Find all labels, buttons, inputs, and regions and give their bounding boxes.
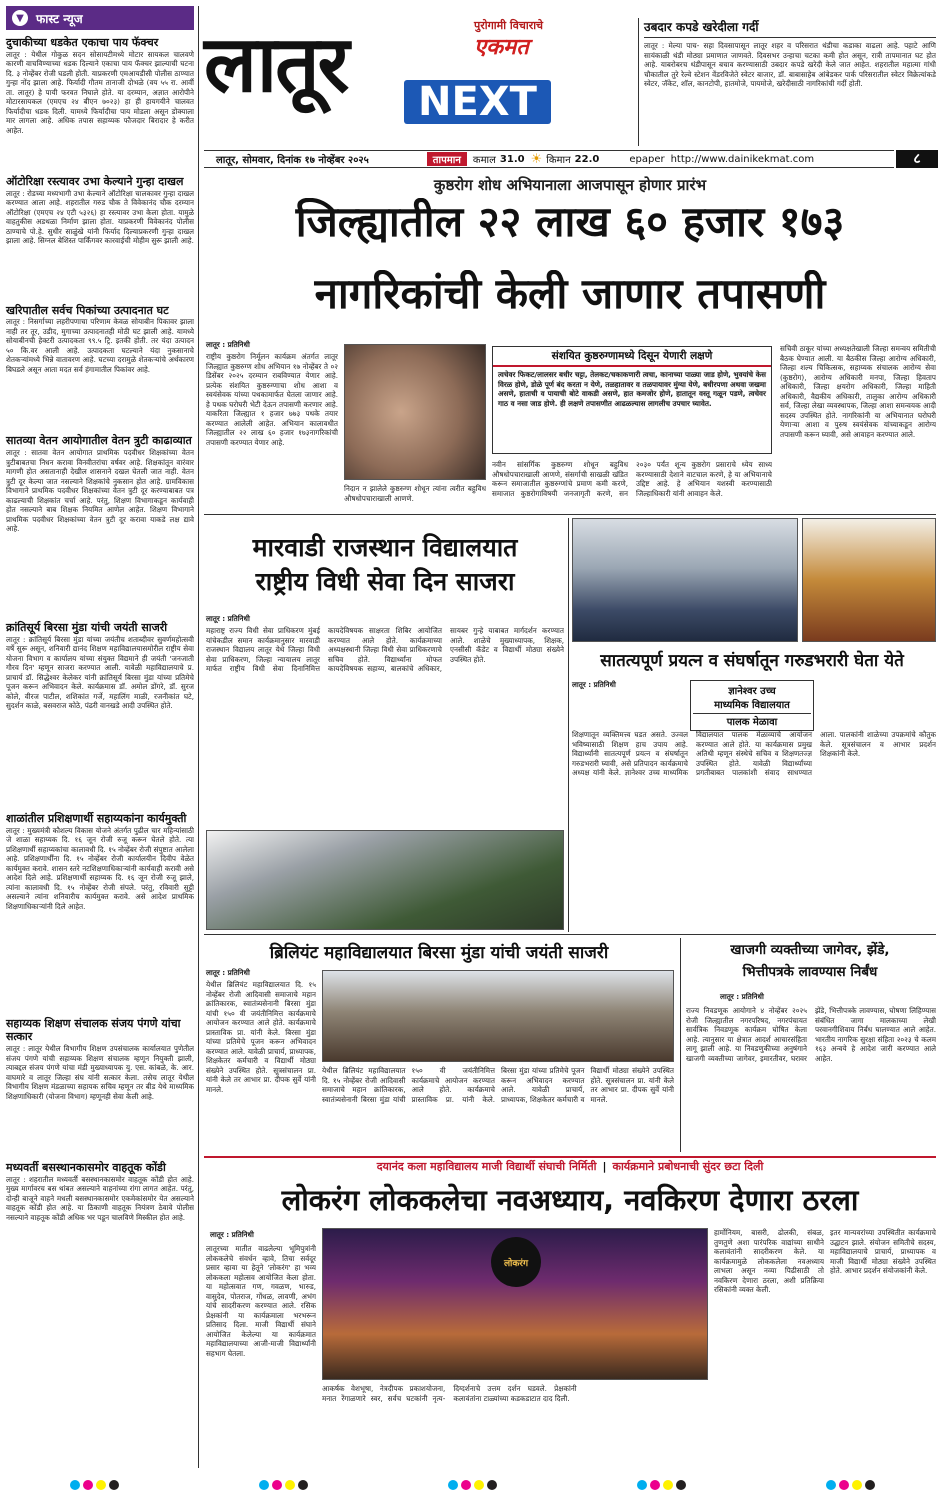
- birsa-byline: लातूर : प्रतिनिधी: [206, 968, 250, 977]
- fast-news-tag: [6, 6, 194, 30]
- sidebar-news-item: [6, 175, 194, 299]
- min-temp: 22.0: [574, 153, 600, 165]
- birsa-divider: [680, 938, 681, 1152]
- marwadi-headline-2: राष्ट्रीय विधी सेवा दिन साजरा: [255, 567, 515, 596]
- khajagi-headline-2: भित्तीपत्रके लावण्यास निर्बंध: [742, 964, 878, 980]
- chevron-down-icon: ▼: [12, 10, 28, 26]
- khajagi-text: राज्य निवडणूक आयोगाने ४ नोव्हेंबर २०२५ रोजी जिल्ह्यातील नगरपरिषद, नगरपंचायत सार्वत्रिक निवडणूक कार्यक्रम घोषित केला आहे. त्यानुसार या क्षेत्रात आदर्श आचारसंहिता लागू झाली आहे. या निवडणुकीच्या अनुषंगाने खाजगी व्यक्तीच्या जागेवर, इमारतीवर, घरावर झेंडे, भित्तीपत्रके लावण्यास, घोषणा लिहिण्यास संबंधित जागा मालकाच्या लेखी परवानगीशिवाय निर्बंध घालण्यात आले आहेत. भारतीय नागरिक सुरक्षा संहिता २०२३ चे कलम १६३ अन्वये हे आदेश जारी करण्यात आले आहेत.: [686, 1006, 936, 1063]
- khajagi-headline-1: खाजगी व्यक्तीच्या जागेवर, झेंडे,: [730, 942, 890, 958]
- lead-headline-2: नागरिकांची केली जाणार तपासणी: [314, 270, 826, 318]
- symptoms-text: त्वचेवर फिकट/लालसर बधीर चट्टा, तेलकट/चकाकणारी त्वचा, कानाच्या पाळ्या जाड होणे, भुवयांचे केस विरळ होणे, डोळे पूर्ण बंद करता न येणे, तळहातावर व तळपायावर मुंग्या येणे, बधीरपणा अथवा जखमा असणे, हाताची व पायाची बोटे वाकडी असणे, हात कमजोर होणे, हातातून वस्तू गळून पडणे, त्वचेवर गाठ व नसा जाड होणे. ही लक्षणे तपासणीत आढळल्यास लागलीच उपचार घ्यावेत.: [498, 370, 766, 408]
- registration-dot: [676, 1480, 686, 1490]
- registration-dot: [298, 1480, 308, 1490]
- brief-divider: [638, 18, 639, 146]
- marwadi-headline-1: मारवाडी राजस्थान विद्यालयात: [252, 533, 518, 562]
- sidebar: [6, 6, 194, 1468]
- sidebar-news-text: लातूर : येथील गोकुळ सदन सोसायटीमध्ये मोटार सायकल चालवणे कारणी वाचविण्याच्या धडक दिल्याने एकाचा पाय फॅक्चर झाल्याची घटना दि. ३ नोव्हेंबर रोजी घडली होती. याप्रकरणी एमआयडीसी पोलीस ठाण्यात गुन्हा नोंद झाला आहे. फिर्यादी गौतम तानाजी दोभळे (वय ५५ रा. आर्वी ता. लातूर) हे पायी फरवत निघाले होते. या दरम्यान, अज्ञात आरोपीने मोटारसायकल (एमएच २४ बीएन ७०२३) हा ही हायगयीने चालवत फिर्यादीचा धडक दिली. यामध्ये फिर्यादीचा पाय मोडला असून डोक्याला मार लागला आहे. अधिक तपास सहाय्यक फौजदार बिरादार हे करीत आहेत.: [6, 49, 194, 135]
- sidebar-news-item: [6, 812, 194, 1012]
- garud-headline: सातत्यपूर्ण प्रयत्न व संघर्षातून गरुडभरारी घेता येते: [600, 651, 904, 671]
- registration-dot: [839, 1480, 849, 1490]
- mid-rule: [204, 934, 936, 935]
- sidebar-news-text: लातूर : रोडच्या मध्यभागी उभा केल्याने ऑटोरिक्षा चालकावर गुन्हा दाखल करण्यात आला आहे. शहरातील गरुड चौक ते विवेकानंद चौक दरम्यान ऑटोरिक्षा (एमएच २४ एटी ५३२६) हा रस्त्यावर उभा केला होता. यामुळे वाहतुकीस अडथळा निर्माण झाला होता. याप्रकरणी विवेकानंद पोलीस ठाण्याचे पो.हे. सुधीर साळुंखे यांनी फिर्याद दिल्याप्रकरणी गुन्हा दाखल झाला आहे. सिग्नल बेशिस्त पार्किंगवर कारवाईची मोहीम सुरू झाली आहे.: [6, 188, 194, 245]
- sidebar-news-title: सहाय्यक शिक्षण संचालक संजय पंगणे यांचा सत्कार: [6, 1016, 181, 1044]
- registration-dot: [83, 1480, 93, 1490]
- lokrang-kicker-bar: [204, 1156, 936, 1174]
- lead-kicker: कुष्ठरोग शोध अभियानाला आजपासून होणार प्रारंभ: [433, 176, 707, 194]
- lokrang-stage-logo: लोकरंग: [491, 1237, 541, 1287]
- masthead: [204, 18, 634, 148]
- kicker-separator: |: [602, 1159, 607, 1173]
- marwadi-divider: [568, 518, 569, 932]
- sidebar-news-title: खरिपातील सर्वच पिकांच्या उत्पादनात घट: [6, 303, 169, 317]
- brief-title: उबदार कपडे खरेदीला गर्दी: [644, 18, 936, 38]
- marwadi-group-photo: [206, 830, 564, 930]
- logo-next: NEXT: [404, 80, 551, 124]
- registration-dot: [637, 1480, 647, 1490]
- sun-icon: ☀: [530, 151, 543, 167]
- fast-news-label: फास्ट न्यूज: [36, 11, 83, 26]
- registration-mark-group: [70, 1480, 119, 1490]
- registration-dot: [109, 1480, 119, 1490]
- leprosy-hand-photo: [344, 344, 486, 480]
- sidebar-divider: [198, 6, 199, 1468]
- top-right-brief: [644, 18, 936, 146]
- sidebar-news-text: लातूर : सातवा वेतन आयोगात प्राथमिक पदवीधर शिक्षकांच्या वेतन त्रुटीबाबतचा निधन करावा विनवीतरांचा वर्षवर आहे. शिक्षकांतून वारंवार मागणी होत असतानाही देखील शासनाने दखल घेतली जात नाही. वेतन त्रुटी दूर केल्या जात नसल्याने शिक्षकांचे नुकसान होत आहे. ग्रामविकास विभागाने प्राथमिक पदवीधर शिक्षकांच्या वेतन त्रुटी दूर करण्याबाबत पत्र काढल्याची शिक्षकांत चर्चा आहे. परंतु, शिक्षण विभागाकडून कार्यवाही होत नसल्याने बाब शिक्षक नियमित आणेल आहेत. शिक्षण विभागाने प्राथमिक पदवीधर शिक्षकांच्या वेतन त्रुटी दूर करावा याकडे लक्ष द्यावे आहे.: [6, 448, 194, 533]
- symptoms-title: संशयित कुष्ठरुग्णामध्ये दिसून येणारी लक्षणे: [493, 347, 771, 367]
- registration-dot: [96, 1480, 106, 1490]
- birsa-headline: ब्रिलियंट महाविद्यालयात बिरसा मुंडा यांची जयंती साजरी: [269, 943, 609, 963]
- lokrang-kicker-2: कार्यक्रमाने प्रबोधनाची सुंदर छटा दिली: [612, 1159, 764, 1173]
- registration-dot: [650, 1480, 660, 1490]
- lead-col-1: राष्ट्रीय कुष्ठरोग निर्मूलन कार्यक्रम अंतर्गत लातूर जिल्ह्यात कुष्ठरुग्ण शोध अभियान १७ नोव्हेंबर ते ०२ डिसेंबर २०२५ दरम्यान राबविण्यात येणार आहे. प्रत्येक संशयित कुष्ठरुग्णाचा शोध आशा व स्वयंसेवक यांच्या पथकामार्फत घेतला जाणार आहे. हे पथक घरोघरी भेटी देऊन तपासणी करणार आहे. याकरिता जिल्ह्यात १ हजार ७७३ पथके तयार करण्यात आलेली आहेत. अभियान कालावधीत जिल्ह्यातील २२ लाख ६० हजार १७३नागरिकांची तपासणी करण्यात येणार आहे.: [206, 352, 338, 447]
- lokrang-byline: लातूर : प्रतिनिधी: [210, 1230, 254, 1239]
- lokrang-headline: लोकरंग लोककलेचा नवअध्याय, नवकिरण देणारा ठरला: [281, 1183, 859, 1217]
- epaper-link[interactable]: http://www.dainikekmat.com: [670, 153, 815, 165]
- registration-dot: [663, 1480, 673, 1490]
- garud-sub-2: माध्यमिक विद्यालयात: [714, 700, 790, 711]
- marwadi-text: महाराष्ट्र राज्य विधी सेवा प्राधिकरण मुंबई यांचेकडील समान कार्यक्रमानुसार मारवाडी राजस्थान विद्यालय लातूर येथे जिल्हा विधी सेवा प्राधिकरण, जिल्हा न्यायालय लातूर मार्फत राष्ट्रीय विधी सेवा दिनानिमित्त कायदेविषयक साक्षरता शिबिर आयोजित करण्यात आले होते. कार्यक्रमाच्या अध्यक्षस्थानी जिल्हा विधी सेवा प्राधिकरणाचे सचिव होते. विद्यार्थ्यांना मोफत कायदेविषयक सहाय्य, बालकांचे अधिकार, सायबर गुन्हे याबाबत मार्गदर्शन करण्यात आले. शाळेचे मुख्याध्यापक, शिक्षक, एनसीसी कॅडेट व विद्यार्थी मोठ्या संख्येने उपस्थित होते.: [206, 626, 564, 673]
- marwadi-byline: लातूर : प्रतिनिधी: [206, 614, 250, 623]
- sidebar-news-item: [6, 36, 194, 170]
- lead-photo-caption: निदान न झालेले कुष्ठरुग्ण शोधून त्यांना त्वरीत बहुविध औषधोपचाराखाली आणणे.: [344, 484, 486, 503]
- sidebar-news-text: लातूर : मुख्यमंत्री कौशल्य विकास योजने अंतर्गत पुढील चार महिन्यांसाठी जे शाळा सहाय्यक दि. १६ जून रोजी रुजू करून घेतले होते. त्या प्रशिक्षणार्थी सहाय्यकांचा कालावधी दि. १५ नोव्हेंबर रोजी संपुष्टात आलेला आहे. प्रशिक्षणार्थींना दि. १५ नोव्हेंबर रोजी कार्यालयीन दिवीप वेळेत कार्यमुक्त करावे. शासन स्तरे नटशिक्षणाधिकाऱ्यांनी कार्यवाही करावी असे आदेश दिले आहे. प्रशिक्षणार्थी सहाय्यक दि. १६ जून रोजी रुजू झाले, त्यांना कालावधी दि. १५ नोव्हेंबर रोजी संपले. परंतु, रविवारी सुट्टी असल्याने त्यांना शनिवारीच कार्यमुक्त करावे. असे आदेश प्राथमिक शिक्षणाधिकाऱ्यांनी दिले आहेत.: [6, 825, 194, 911]
- registration-dot: [70, 1480, 80, 1490]
- birsa-text: येथील ब्रिलियंट महाविद्यालयात दि. १५ नोव्हेंबर रोजी आदिवासी समाजाचे महान क्रांतिकारक, स्वातंत्र्यसेनानी बिरसा मुंडा यांची १५० वी जयंतीनिमित्त कार्यक्रमाचे आयोजन करण्यात आले होते. कार्यक्रमाचे प्रास्ताविक प्रा. यांनी केले. बिरसा मुंडा यांच्या प्रतिमेचे पूजन करून अभिवादन करण्यात आले. यावेळी प्राचार्य, प्राध्यापक, शिक्षकेतर कर्मचारी व विद्यार्थी मोठ्या संख्येने उपस्थित होते. सूत्रसंचालन प्रा. यांनी केले तर आभार प्रा. दीपक सुर्वे यांनी मानले.: [206, 980, 316, 1094]
- sidebar-news-title: ऑटोरिक्षा रस्त्यावर उभा केल्याने गुन्हा दाखल: [6, 174, 184, 188]
- tagline-top: पुरोगामी विचाराचे: [474, 19, 544, 32]
- registration-dot: [474, 1480, 484, 1490]
- lead-byline: लातूर : प्रतिनिधी: [206, 340, 250, 349]
- birsa-text-1: [206, 980, 316, 1150]
- seminar-photo-1: [572, 518, 798, 642]
- min-temp-label: किमान: [546, 155, 571, 166]
- lead-col-right: सचिवी ठाकूर यांच्या अध्यक्षतेखाली जिल्हा समन्वय समितीची बैठक घेण्यात आली. या बैठकीस जिल्हा आरोग्य अधिकारी, जिल्हा शल्य चिकित्सक, सहाय्यक संचालक आरोग्य सेवा (कुष्ठरोग), आरोग्य अधिकारी मनपा, जिल्हा हिवताप अधिकारी, जिल्हा क्षयरोग अधिकारी, जिल्हा माहिती अधिकारी, वैद्यकीय अधिकारी, तालुका आरोग्य अधिकारी सर्व, जिल्हा लेखा व्यवस्थापक, जिल्हा आशा समन्वयक आदी सदस्य उपस्थित होते. नागरिकांनी या अभियानात घरोघरी येणाऱ्या आशा व पुरुष स्वयंसेवक यांच्याकडून आरोग्य तपासणी करून घ्यावी, असे आवाहन करण्यात आले.: [780, 344, 936, 439]
- seminar-photo-2: [802, 518, 936, 642]
- registration-dot: [487, 1480, 497, 1490]
- birsa-group-photo: [322, 970, 674, 1062]
- registration-dot: [865, 1480, 875, 1490]
- weather-label: तापमान: [427, 152, 467, 166]
- birsa-text-cont: येथील ब्रिलियंट महाविद्यालयात दि. १५ नोव्हेंबर रोजी आदिवासी समाजाचे महान क्रांतिकारक, स्वातंत्र्यसेनानी बिरसा मुंडा यांची १५० वी जयंतीनिमित्त कार्यक्रमाचे आयोजन करण्यात आले होते. कार्यक्रमाचे प्रास्ताविक प्रा. यांनी केले. बिरसा मुंडा यांच्या प्रतिमेचे पूजन करून अभिवादन करण्यात आले. यावेळी प्राचार्य, प्राध्यापक, शिक्षकेतर कर्मचारी व विद्यार्थी मोठ्या संख्येने उपस्थित होते. सूत्रसंचालन प्रा. यांनी केले तर आभार प्रा. दीपक सुर्वे यांनी मानले.: [322, 1066, 674, 1104]
- khajagi-byline: लातूर : प्रतिनिधी: [720, 992, 764, 1001]
- sidebar-news-text: लातूर : लातूर येथील विभागीय शिक्षण उपसंचालक कार्यालयात पुणेतील संजय पंगणे यांची सहाय्यक शिक्षण संचालक म्हणून नियुक्ती झाली, त्याबद्दल संजय पंगणे यांचा मंडी मुख्याध्यापक यु. एस. कांबळे, के. आर. वाघमारे व लातूर जिल्हा संघ यांनी सत्कार केला. तसेच लातूर येथील विभागीय शिक्षण मंडळाच्या सहायक सचिव म्हणून तर बीड येथे माध्यमिक शिक्षणाधिकारी (योजना विभाग) म्हणूनही सेवा केली आहे.: [6, 1044, 194, 1101]
- dateline-bar: [204, 150, 894, 168]
- registration-marks: [0, 1476, 945, 1494]
- dateline: लातूर, सोमवार, दिनांक १७ नोव्हेंबर २०२५: [216, 155, 369, 166]
- registration-mark-group: [259, 1480, 308, 1490]
- sidebar-news-item: [6, 621, 194, 807]
- lokrang-col-1: लातूरच्या मातीत वाढलेल्या भूमिपुत्रांनी लोककलेचे संवर्धन व्हावे, तिचा सर्वदूर प्रसार व्हावा या हेतूने 'लोकरंग' हा भव्य लोककला महोत्सव आयोजित केला होता. या महोत्सवात गण, गवळण, भारुड, वासुदेव, पोतराज, गोंधळ, लावणी, अभंग यांचे सादरीकरण करण्यात आले. रसिक प्रेक्षकांनी या कार्यक्रमाला भरभरून प्रतिसाद दिला. माजी विद्यार्थी संघाने आयोजित केलेल्या या कार्यक्रमात महाविद्यालयाच्या आजी-माजी विद्यार्थ्यांनी सहभाग घेतला.: [206, 1244, 316, 1358]
- registration-mark-group: [637, 1480, 686, 1490]
- registration-mark-group: [826, 1480, 875, 1490]
- sidebar-news-title: मध्यवर्ती बसस्थानकासमोर वाहतूक कोंडी: [6, 1161, 166, 1174]
- registration-dot: [461, 1480, 471, 1490]
- sidebar-news-item: [6, 434, 194, 616]
- symptoms-box: [492, 346, 772, 454]
- sidebar-list: [6, 36, 194, 1267]
- sidebar-news-text: लातूर : क्रांतिसूर्य बिरसा मुंडा यांच्या जयंतीच शताब्दीवर सुवर्णमहोत्सवी वर्षे सुरू असून, शनिवारी द्यानंद शिक्षण महाविद्यालयासमोरील राष्ट्रीय सेवा योजना विभाग व कार्यालय यांच्या संयुक्त विद्यमाने ही जयंती 'जनजाती गौरव दिन' म्हणून साजरा करण्यात आली. यावेळी महाविद्यालयाचे प्र. प्राचार्य डॉ. सिद्धेश्वर केलेकर यांनी क्रांतिसूर्य बिरसा मुंडा यांच्या प्रतिमेचे पूजन करून अभिवादन केले. कार्यक्रमास डॉ. अमोल डोंगरे, डॉ. सुरज कोले, वीरज पाटील, शशिकांत गर्जे, महालिंग माळी, रजनीकांत घटे, सुदर्शन काळे, बसवराज कोठे, पंढरी वानखडे आदी उपस्थित होते.: [6, 634, 194, 711]
- registration-dot: [285, 1480, 295, 1490]
- lokrang-col-3: हार्मोनियम, बासरी, ढोलकी, संबळ, तुणतुणे अशा पारंपरिक वाद्यांच्या साथीने कलावंतांनी सादरीकरण केले. या कार्यक्रमामुळे लोककलेला नवअध्याय लाभला असून नव्या पिढीसाठी तो नवकिरण देणारा ठरला, अशी प्रतिक्रिया रसिकांनी व्यक्त केली.: [714, 1228, 824, 1294]
- sidebar-news-title: सातव्या वेतन आयोगातील वेतन त्रुटी काढाव्यात: [6, 434, 192, 448]
- max-temp: 31.0: [499, 153, 525, 165]
- max-temp-label: कमाल: [472, 155, 496, 166]
- sidebar-news-title: शाळांतील प्रशिक्षणार्थी सहाय्यकांना कार्यमुक्ती: [6, 811, 187, 825]
- birsa-text-2: [322, 1066, 674, 1150]
- registration-dot: [448, 1480, 458, 1490]
- lokrang-kicker-1: दयानंद कला महाविद्यालय माजी विद्यार्थी संघाची निर्मिती: [376, 1159, 597, 1173]
- garud-text: शिक्षणातून व्यक्तिमत्त्व घडत असते. उज्वल भविष्यासाठी शिक्षण हाच उपाय आहे. विद्यार्थ्यांनी सातत्यपूर्ण प्रयत्न व संघर्षातून गरुडभरारी घ्यावी, असे प्रतिपादन कार्यक्रमाचे अध्यक्ष यांनी केले. ज्ञानेश्वर उच्च माध्यमिक विद्यालयात पालक मेळाव्याचे आयोजन करण्यात आले होते. या कार्यक्रमास प्रमुख अतिथी म्हणून संस्थेचे सचिव व शिक्षणतज्ज्ञ उपस्थित होते. यावेळी विद्यार्थ्यांच्या प्रगतीबाबत पालकांशी संवाद साधण्यात आला. पालकांनी शाळेच्या उपक्रमांचे कौतुक केले. सूत्रसंचालन व आभार प्रदर्शन शिक्षकांनी केले.: [572, 730, 936, 777]
- lokrang-stage-photo: [322, 1228, 708, 1380]
- logo-latur: लातूर: [204, 20, 348, 110]
- registration-mark-group: [448, 1480, 497, 1490]
- sidebar-news-text: लातूर : निसर्गाच्या लहरीपणाचा परिणाम केवळ सोयाबीन पिकावर झाला नाही तर तूर, उडीद, मुगाच्या उत्पादनातही मोठी घट झाली आहे. यामध्ये सोयाबीनची हेक्टरी उत्पादकता ९९.५ ट्रि. इतकी होती. तर यंदा उत्पादन ५० कि.वर आली आहे. उत्पादकता घटल्याने यंदा नुकसानाचे शेतकऱ्यांमध्ये भिन्ने वातावरण आहे. घटच्या दरामुळे शेतकऱ्यांचे अर्थकारण बिघडले असून आता मदत सर्व हंगामातील पिकांवर आहे.: [6, 317, 194, 374]
- page-number: ८: [896, 150, 938, 168]
- garud-sub-1: ज्ञानेश्वर उच्च: [728, 686, 776, 697]
- sidebar-news-item: [6, 1161, 194, 1267]
- garud-subhead: [690, 680, 814, 731]
- sidebar-news-item: [6, 1017, 194, 1157]
- brief-text: लातूर : मेल्या पाच- सहा दिवसापासून लातूर शहर व परिसरात थंडीचा कडाका वाढला आहे. पहाटे आणि सायंकाळी थंडी मोठ्या प्रमाणात जाणवते. दिवसभर उन्हाचा चटका कमी होत असून, रात्री तापमानात घट होत आहे. याबरोबरच थंडीपासून बचाव करण्यासाठी उबदार कपडे खरेदी केले जात आहेत. शहरातील महात्मा गांधी चौकातील तुरे रेल्वे स्टेशन वेंडरविजेते स्वेटर बाजार, डॉ. बाबासाहेब आंबेडकर पार्क परिसरातील स्वेटर विक्रेत्यांकडे स्वेटर, जॅकेट, शॉल, कानटोपी, हातमोजे, पायमोजे, खरेदीसाठी नागरिकांची गर्दी होती.: [644, 41, 936, 88]
- registration-dot: [826, 1480, 836, 1490]
- lead-bottom-rule: [204, 514, 936, 515]
- registration-dot: [852, 1480, 862, 1490]
- lead-headline-1: जिल्ह्यातील २२ लाख ६० हजार १७३: [295, 198, 845, 246]
- sidebar-news-item: [6, 304, 194, 430]
- lokrang-col-2: आकर्षक वेशभूषा, नेत्रदीपक प्रकाशयोजना, मनात रेंगाळणारे स्वर, सर्वच घटकांनी नृत्य-दिग्दर्शनाचे उत्तम दर्शन घडवले. प्रेक्षकांनी कलावंतांना टाळ्यांच्या कडकडाटात दाद दिली.: [322, 1384, 577, 1403]
- sidebar-news-title: क्रांतिसूर्य बिरसा मुंडा यांची जयंती साजरी: [6, 621, 168, 634]
- lead-col-mid: नवीन सांसर्गिक कुष्ठरुग्ण शोधून बहुविध औषधोपचाराखाली आणणे, संसर्गाची साखळी खंडित करून समाजातील कुष्ठरुग्णांचे प्रमाण कमी करणे, समाजात कुष्ठरोगाविषयी जनजागृती करणे, सन २०३० पर्यंत शून्य कुष्ठरोग प्रसाराचे ध्येय साध्य करण्यासाठी देशाने वाटचाल करणे, हे या अभियानाचे उद्दिष्ट आहे. हे अभियान यशस्वी करण्यासाठी जिल्हाधिकारी यांनी आवाहन केले.: [492, 460, 772, 498]
- epaper-label: epaper: [629, 153, 665, 165]
- sidebar-news-text: लातूर : शहरातील मध्यवर्ती बसस्थानकासमोर वाहतूक कोंडी होत आहे. मुख्य मार्गावरच बस थांबत असल्याने वाहनांच्या रांगा लागत आहेत. परंतु, दोन्ही बाजूने वाहने मधली बसस्थानकासमोर एकमेकांसमोर येत असल्याने वाहतूक कोंडी होत आहे. या ठिकाणी वाहतूक नियंत्रण ठेवावे पोलीस नसल्याने वाहतूक कोंडी अधिक भर पडून चालविणे मिस्कील होत आहे.: [6, 1174, 194, 1222]
- registration-dot: [272, 1480, 282, 1490]
- sidebar-news-title: दुचाकीच्या धडकेत एकाचा पाय फॅक्चर: [6, 36, 159, 49]
- lokrang-col-4: इतर मान्यवरांच्या उपस्थितीत कार्यक्रमाचे उद्घाटन झाले. संयोजन समितीचे सदस्य, महाविद्यालयाचे प्राचार्य, प्राध्यापक व माजी विद्यार्थी मोठ्या संख्येने उपस्थित होते. आभार प्रदर्शन संयोजकांनी केले.: [830, 1228, 936, 1275]
- garud-byline: लातूर : प्रतिनिधी: [572, 680, 616, 689]
- registration-dot: [259, 1480, 269, 1490]
- garud-sub-3: पालक मेळावा: [693, 713, 811, 728]
- tagline-brand: एकमत: [474, 35, 529, 60]
